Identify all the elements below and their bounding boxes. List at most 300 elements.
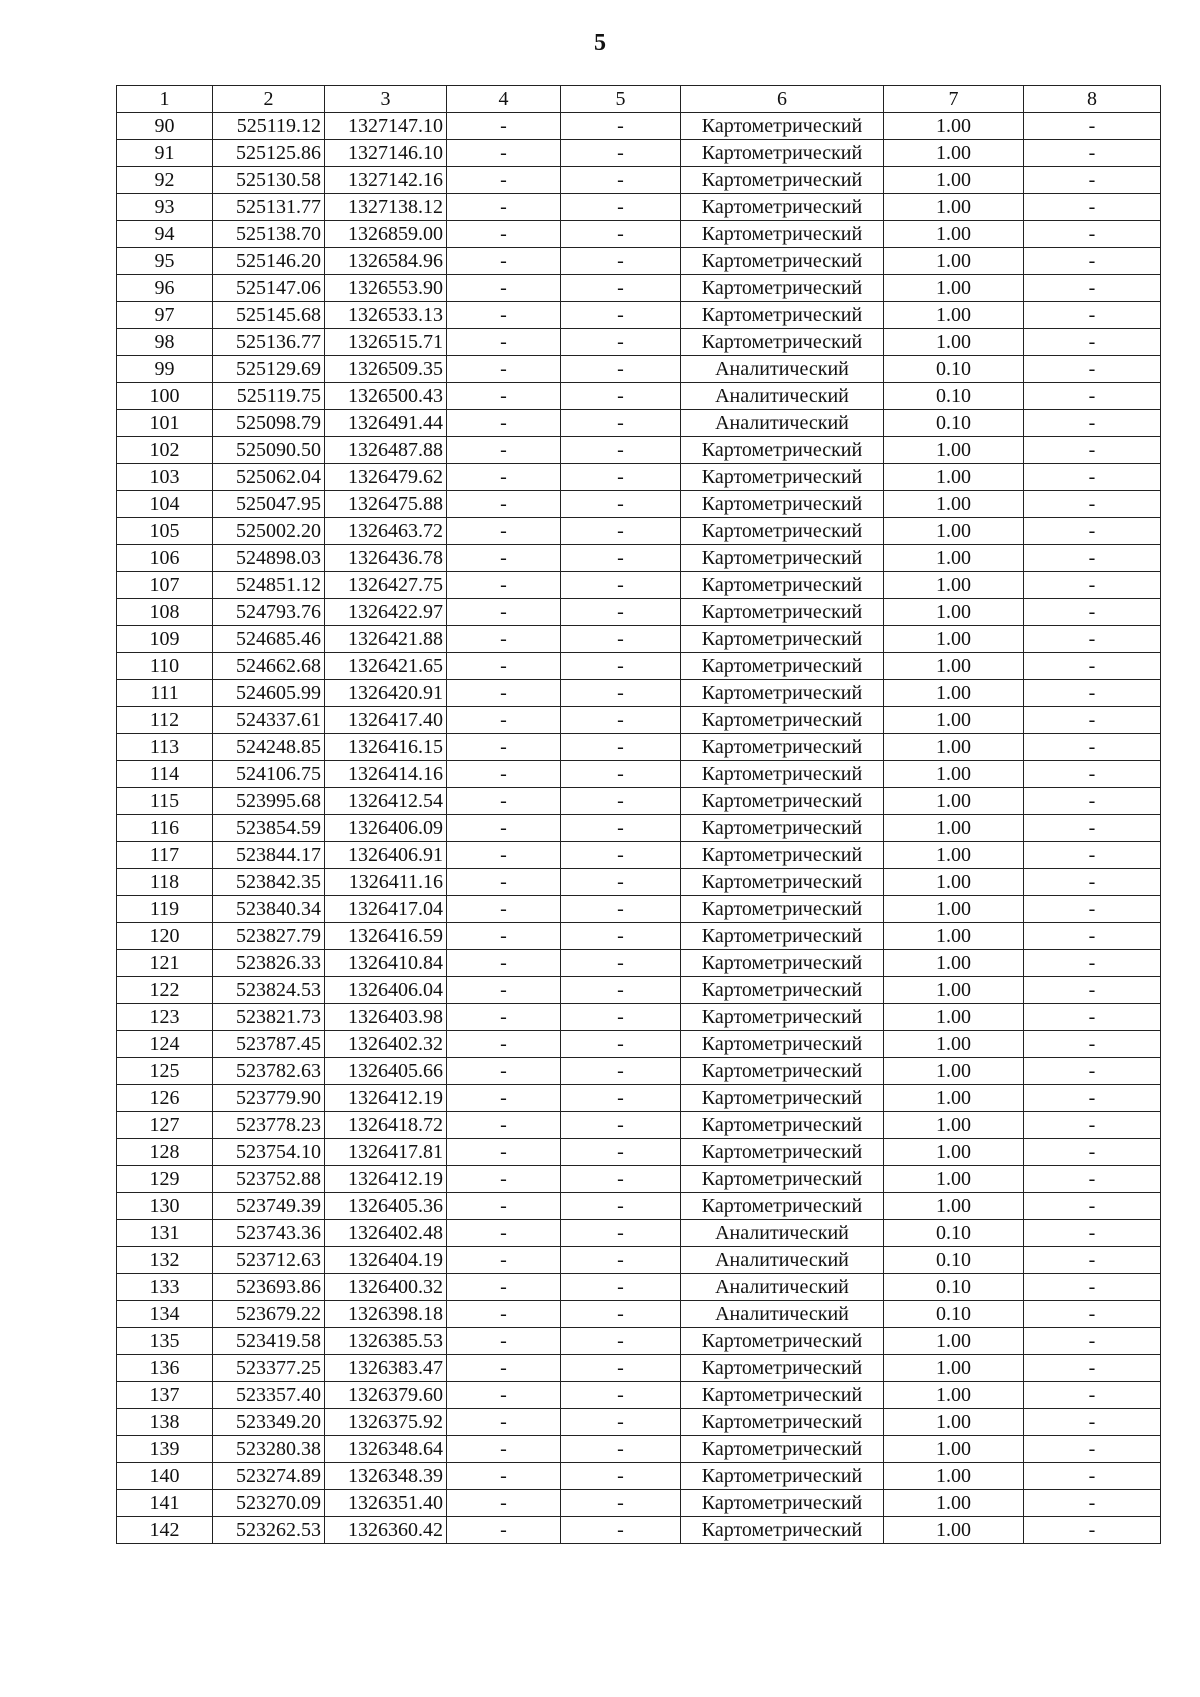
col4-value-cell: - <box>447 1220 561 1247</box>
col5-value-cell: - <box>561 1301 681 1328</box>
col4-value-cell: - <box>447 977 561 1004</box>
x-coordinate-cell: 525145.68 <box>213 302 325 329</box>
col8-value-cell: - <box>1024 950 1161 977</box>
x-coordinate-cell: 523274.89 <box>213 1463 325 1490</box>
col8-value-cell: - <box>1024 437 1161 464</box>
method-cell: Аналитический <box>681 1247 884 1274</box>
accuracy-cell: 1.00 <box>884 1004 1024 1031</box>
y-coordinate-cell: 1326405.66 <box>325 1058 447 1085</box>
x-coordinate-cell: 523419.58 <box>213 1328 325 1355</box>
x-coordinate-cell: 524337.61 <box>213 707 325 734</box>
method-cell: Картометрический <box>681 1193 884 1220</box>
col4-value-cell: - <box>447 1058 561 1085</box>
page-number: 5 <box>594 30 606 56</box>
accuracy-cell: 0.10 <box>884 1301 1024 1328</box>
y-coordinate-cell: 1326420.91 <box>325 680 447 707</box>
table-row <box>117 761 1161 788</box>
accuracy-cell: 0.10 <box>884 356 1024 383</box>
y-coordinate-cell: 1326416.15 <box>325 734 447 761</box>
y-coordinate-cell: 1326379.60 <box>325 1382 447 1409</box>
method-cell: Картометрический <box>681 194 884 221</box>
point-number-cell: 131 <box>117 1220 213 1247</box>
col5-value-cell: - <box>561 1166 681 1193</box>
method-cell: Аналитический <box>681 1301 884 1328</box>
col8-value-cell: - <box>1024 923 1161 950</box>
method-cell: Картометрический <box>681 1490 884 1517</box>
accuracy-cell: 1.00 <box>884 464 1024 491</box>
col4-value-cell: - <box>447 383 561 410</box>
col4-value-cell: - <box>447 329 561 356</box>
point-number-cell: 134 <box>117 1301 213 1328</box>
x-coordinate-cell: 523826.33 <box>213 950 325 977</box>
col5-value-cell: - <box>561 221 681 248</box>
table-row <box>117 1517 1161 1544</box>
point-number-cell: 120 <box>117 923 213 950</box>
col5-value-cell: - <box>561 1436 681 1463</box>
method-cell: Аналитический <box>681 1274 884 1301</box>
col5-value-cell: - <box>561 464 681 491</box>
y-coordinate-cell: 1326412.19 <box>325 1085 447 1112</box>
x-coordinate-cell: 523357.40 <box>213 1382 325 1409</box>
y-coordinate-cell: 1326436.78 <box>325 545 447 572</box>
table-row <box>117 1139 1161 1166</box>
col4-value-cell: - <box>447 815 561 842</box>
y-coordinate-cell: 1326533.13 <box>325 302 447 329</box>
accuracy-cell: 1.00 <box>884 680 1024 707</box>
col5-value-cell: - <box>561 1085 681 1112</box>
point-number-cell: 103 <box>117 464 213 491</box>
accuracy-cell: 1.00 <box>884 815 1024 842</box>
method-cell: Картометрический <box>681 1166 884 1193</box>
point-number-cell: 119 <box>117 896 213 923</box>
y-coordinate-cell: 1326405.36 <box>325 1193 447 1220</box>
method-cell: Картометрический <box>681 1463 884 1490</box>
accuracy-cell: 1.00 <box>884 1085 1024 1112</box>
table-row <box>117 707 1161 734</box>
x-coordinate-cell: 523262.53 <box>213 1517 325 1544</box>
accuracy-cell: 1.00 <box>884 248 1024 275</box>
table-row <box>117 977 1161 1004</box>
y-coordinate-cell: 1326416.59 <box>325 923 447 950</box>
x-coordinate-cell: 523712.63 <box>213 1247 325 1274</box>
col4-value-cell: - <box>447 1085 561 1112</box>
table-row <box>117 1085 1161 1112</box>
accuracy-cell: 1.00 <box>884 1031 1024 1058</box>
col8-value-cell: - <box>1024 167 1161 194</box>
method-cell: Картометрический <box>681 221 884 248</box>
x-coordinate-cell: 523782.63 <box>213 1058 325 1085</box>
table-row <box>117 1247 1161 1274</box>
x-coordinate-cell: 525130.58 <box>213 167 325 194</box>
col4-value-cell: - <box>447 1517 561 1544</box>
col8-value-cell: - <box>1024 1139 1161 1166</box>
table-row <box>117 815 1161 842</box>
point-number-cell: 116 <box>117 815 213 842</box>
col4-value-cell: - <box>447 518 561 545</box>
point-number-cell: 93 <box>117 194 213 221</box>
y-coordinate-cell: 1326360.42 <box>325 1517 447 1544</box>
table-row <box>117 680 1161 707</box>
point-number-cell: 100 <box>117 383 213 410</box>
accuracy-cell: 1.00 <box>884 140 1024 167</box>
col8-value-cell: - <box>1024 896 1161 923</box>
col8-value-cell: - <box>1024 491 1161 518</box>
accuracy-cell: 1.00 <box>884 1490 1024 1517</box>
col5-value-cell: - <box>561 329 681 356</box>
y-coordinate-cell: 1326404.19 <box>325 1247 447 1274</box>
method-cell: Аналитический <box>681 410 884 437</box>
y-coordinate-cell: 1326859.00 <box>325 221 447 248</box>
point-number-cell: 122 <box>117 977 213 1004</box>
point-number-cell: 91 <box>117 140 213 167</box>
col4-value-cell: - <box>447 1139 561 1166</box>
y-coordinate-cell: 1326412.19 <box>325 1166 447 1193</box>
col4-value-cell: - <box>447 788 561 815</box>
table-row <box>117 626 1161 653</box>
col4-value-cell: - <box>447 653 561 680</box>
y-coordinate-cell: 1327146.10 <box>325 140 447 167</box>
x-coordinate-cell: 523693.86 <box>213 1274 325 1301</box>
col4-value-cell: - <box>447 680 561 707</box>
y-coordinate-cell: 1326406.04 <box>325 977 447 1004</box>
table-row <box>117 950 1161 977</box>
x-coordinate-cell: 525090.50 <box>213 437 325 464</box>
col8-value-cell: - <box>1024 1301 1161 1328</box>
method-cell: Картометрический <box>681 302 884 329</box>
col8-value-cell: - <box>1024 1436 1161 1463</box>
col5-value-cell: - <box>561 410 681 437</box>
col5-value-cell: - <box>561 113 681 140</box>
point-number-cell: 124 <box>117 1031 213 1058</box>
y-coordinate-cell: 1326421.88 <box>325 626 447 653</box>
y-coordinate-cell: 1327138.12 <box>325 194 447 221</box>
method-cell: Картометрический <box>681 1517 884 1544</box>
col8-value-cell: - <box>1024 869 1161 896</box>
col8-value-cell: - <box>1024 842 1161 869</box>
table-row <box>117 1490 1161 1517</box>
y-coordinate-cell: 1326417.81 <box>325 1139 447 1166</box>
column-header-3: 3 <box>325 86 447 113</box>
point-number-cell: 137 <box>117 1382 213 1409</box>
method-cell: Картометрический <box>681 275 884 302</box>
x-coordinate-cell: 525146.20 <box>213 248 325 275</box>
col4-value-cell: - <box>447 1166 561 1193</box>
col5-value-cell: - <box>561 707 681 734</box>
col5-value-cell: - <box>561 1328 681 1355</box>
col4-value-cell: - <box>447 248 561 275</box>
y-coordinate-cell: 1326475.88 <box>325 491 447 518</box>
point-number-cell: 126 <box>117 1085 213 1112</box>
col5-value-cell: - <box>561 356 681 383</box>
table-row <box>117 734 1161 761</box>
y-coordinate-cell: 1326422.97 <box>325 599 447 626</box>
x-coordinate-cell: 523679.22 <box>213 1301 325 1328</box>
method-cell: Картометрический <box>681 329 884 356</box>
accuracy-cell: 1.00 <box>884 1328 1024 1355</box>
col8-value-cell: - <box>1024 653 1161 680</box>
accuracy-cell: 1.00 <box>884 491 1024 518</box>
col5-value-cell: - <box>561 383 681 410</box>
col5-value-cell: - <box>561 545 681 572</box>
table-row <box>117 599 1161 626</box>
point-number-cell: 127 <box>117 1112 213 1139</box>
col5-value-cell: - <box>561 896 681 923</box>
col8-value-cell: - <box>1024 1220 1161 1247</box>
table-row <box>117 788 1161 815</box>
accuracy-cell: 1.00 <box>884 707 1024 734</box>
col8-value-cell: - <box>1024 815 1161 842</box>
col5-value-cell: - <box>561 572 681 599</box>
x-coordinate-cell: 525131.77 <box>213 194 325 221</box>
col8-value-cell: - <box>1024 1031 1161 1058</box>
point-number-cell: 128 <box>117 1139 213 1166</box>
y-coordinate-cell: 1326406.09 <box>325 815 447 842</box>
col5-value-cell: - <box>561 1382 681 1409</box>
column-header-7: 7 <box>884 86 1024 113</box>
col8-value-cell: - <box>1024 1004 1161 1031</box>
col5-value-cell: - <box>561 1409 681 1436</box>
y-coordinate-cell: 1326403.98 <box>325 1004 447 1031</box>
table-row <box>117 1463 1161 1490</box>
accuracy-cell: 0.10 <box>884 383 1024 410</box>
point-number-cell: 121 <box>117 950 213 977</box>
accuracy-cell: 1.00 <box>884 518 1024 545</box>
table-row <box>117 329 1161 356</box>
y-coordinate-cell: 1326500.43 <box>325 383 447 410</box>
col8-value-cell: - <box>1024 599 1161 626</box>
x-coordinate-cell: 523280.38 <box>213 1436 325 1463</box>
x-coordinate-cell: 523779.90 <box>213 1085 325 1112</box>
col8-value-cell: - <box>1024 788 1161 815</box>
point-number-cell: 132 <box>117 1247 213 1274</box>
accuracy-cell: 1.00 <box>884 1166 1024 1193</box>
point-number-cell: 95 <box>117 248 213 275</box>
x-coordinate-cell: 523377.25 <box>213 1355 325 1382</box>
col4-value-cell: - <box>447 950 561 977</box>
col5-value-cell: - <box>561 923 681 950</box>
col5-value-cell: - <box>561 788 681 815</box>
col4-value-cell: - <box>447 626 561 653</box>
y-coordinate-cell: 1326463.72 <box>325 518 447 545</box>
col4-value-cell: - <box>447 572 561 599</box>
col5-value-cell: - <box>561 599 681 626</box>
y-coordinate-cell: 1326553.90 <box>325 275 447 302</box>
point-number-cell: 94 <box>117 221 213 248</box>
point-number-cell: 129 <box>117 1166 213 1193</box>
col8-value-cell: - <box>1024 1328 1161 1355</box>
col5-value-cell: - <box>561 734 681 761</box>
method-cell: Картометрический <box>681 491 884 518</box>
col5-value-cell: - <box>561 1274 681 1301</box>
col8-value-cell: - <box>1024 1166 1161 1193</box>
point-number-cell: 106 <box>117 545 213 572</box>
x-coordinate-cell: 523995.68 <box>213 788 325 815</box>
point-number-cell: 125 <box>117 1058 213 1085</box>
col4-value-cell: - <box>447 275 561 302</box>
method-cell: Картометрический <box>681 815 884 842</box>
col5-value-cell: - <box>561 950 681 977</box>
x-coordinate-cell: 523743.36 <box>213 1220 325 1247</box>
col5-value-cell: - <box>561 680 681 707</box>
x-coordinate-cell: 524662.68 <box>213 653 325 680</box>
method-cell: Картометрический <box>681 842 884 869</box>
method-cell: Картометрический <box>681 572 884 599</box>
col5-value-cell: - <box>561 626 681 653</box>
accuracy-cell: 1.00 <box>884 842 1024 869</box>
table-row <box>117 1193 1161 1220</box>
col8-value-cell: - <box>1024 113 1161 140</box>
x-coordinate-cell: 523840.34 <box>213 896 325 923</box>
col5-value-cell: - <box>561 1355 681 1382</box>
x-coordinate-cell: 523270.09 <box>213 1490 325 1517</box>
method-cell: Картометрический <box>681 545 884 572</box>
table-row <box>117 356 1161 383</box>
table-row <box>117 383 1161 410</box>
accuracy-cell: 0.10 <box>884 1274 1024 1301</box>
col4-value-cell: - <box>447 923 561 950</box>
y-coordinate-cell: 1326348.64 <box>325 1436 447 1463</box>
accuracy-cell: 1.00 <box>884 734 1024 761</box>
col8-value-cell: - <box>1024 383 1161 410</box>
point-number-cell: 110 <box>117 653 213 680</box>
col4-value-cell: - <box>447 437 561 464</box>
accuracy-cell: 1.00 <box>884 923 1024 950</box>
accuracy-cell: 1.00 <box>884 1112 1024 1139</box>
point-number-cell: 109 <box>117 626 213 653</box>
y-coordinate-cell: 1326584.96 <box>325 248 447 275</box>
col4-value-cell: - <box>447 896 561 923</box>
point-number-cell: 104 <box>117 491 213 518</box>
col8-value-cell: - <box>1024 1274 1161 1301</box>
coordinates-table <box>116 85 1161 1544</box>
table-row <box>117 221 1161 248</box>
col4-value-cell: - <box>447 842 561 869</box>
col4-value-cell: - <box>447 1004 561 1031</box>
col4-value-cell: - <box>447 1112 561 1139</box>
col5-value-cell: - <box>561 653 681 680</box>
point-number-cell: 117 <box>117 842 213 869</box>
x-coordinate-cell: 525129.69 <box>213 356 325 383</box>
y-coordinate-cell: 1326402.48 <box>325 1220 447 1247</box>
col4-value-cell: - <box>447 194 561 221</box>
point-number-cell: 130 <box>117 1193 213 1220</box>
table-row <box>117 896 1161 923</box>
accuracy-cell: 1.00 <box>884 329 1024 356</box>
point-number-cell: 101 <box>117 410 213 437</box>
y-coordinate-cell: 1326491.44 <box>325 410 447 437</box>
method-cell: Картометрический <box>681 1112 884 1139</box>
y-coordinate-cell: 1326418.72 <box>325 1112 447 1139</box>
col5-value-cell: - <box>561 1004 681 1031</box>
point-number-cell: 133 <box>117 1274 213 1301</box>
accuracy-cell: 0.10 <box>884 1247 1024 1274</box>
col8-value-cell: - <box>1024 545 1161 572</box>
x-coordinate-cell: 523749.39 <box>213 1193 325 1220</box>
x-coordinate-cell: 525119.12 <box>213 113 325 140</box>
col8-value-cell: - <box>1024 329 1161 356</box>
accuracy-cell: 1.00 <box>884 1436 1024 1463</box>
col4-value-cell: - <box>447 1436 561 1463</box>
column-header-8: 8 <box>1024 86 1161 113</box>
point-number-cell: 92 <box>117 167 213 194</box>
accuracy-cell: 1.00 <box>884 275 1024 302</box>
table-row <box>117 1004 1161 1031</box>
col4-value-cell: - <box>447 491 561 518</box>
accuracy-cell: 1.00 <box>884 437 1024 464</box>
col8-value-cell: - <box>1024 1409 1161 1436</box>
method-cell: Картометрический <box>681 707 884 734</box>
method-cell: Картометрический <box>681 680 884 707</box>
y-coordinate-cell: 1326398.18 <box>325 1301 447 1328</box>
table-row <box>117 518 1161 545</box>
accuracy-cell: 1.00 <box>884 1058 1024 1085</box>
col8-value-cell: - <box>1024 977 1161 1004</box>
x-coordinate-cell: 523844.17 <box>213 842 325 869</box>
x-coordinate-cell: 524605.99 <box>213 680 325 707</box>
col5-value-cell: - <box>561 1193 681 1220</box>
col4-value-cell: - <box>447 1031 561 1058</box>
accuracy-cell: 1.00 <box>884 302 1024 329</box>
col4-value-cell: - <box>447 545 561 572</box>
col8-value-cell: - <box>1024 464 1161 491</box>
col5-value-cell: - <box>561 1139 681 1166</box>
col5-value-cell: - <box>561 518 681 545</box>
method-cell: Картометрический <box>681 167 884 194</box>
col8-value-cell: - <box>1024 248 1161 275</box>
x-coordinate-cell: 523752.88 <box>213 1166 325 1193</box>
table-row <box>117 167 1161 194</box>
method-cell: Картометрический <box>681 896 884 923</box>
col8-value-cell: - <box>1024 626 1161 653</box>
col8-value-cell: - <box>1024 356 1161 383</box>
table-row <box>117 572 1161 599</box>
x-coordinate-cell: 525147.06 <box>213 275 325 302</box>
accuracy-cell: 1.00 <box>884 1355 1024 1382</box>
method-cell: Картометрический <box>681 788 884 815</box>
y-coordinate-cell: 1326411.16 <box>325 869 447 896</box>
method-cell: Картометрический <box>681 1139 884 1166</box>
x-coordinate-cell: 523827.79 <box>213 923 325 950</box>
x-coordinate-cell: 525125.86 <box>213 140 325 167</box>
col5-value-cell: - <box>561 248 681 275</box>
y-coordinate-cell: 1326410.84 <box>325 950 447 977</box>
point-number-cell: 96 <box>117 275 213 302</box>
x-coordinate-cell: 524898.03 <box>213 545 325 572</box>
col4-value-cell: - <box>447 464 561 491</box>
y-coordinate-cell: 1326348.39 <box>325 1463 447 1490</box>
x-coordinate-cell: 523778.23 <box>213 1112 325 1139</box>
method-cell: Картометрический <box>681 653 884 680</box>
method-cell: Картометрический <box>681 1382 884 1409</box>
point-number-cell: 135 <box>117 1328 213 1355</box>
col8-value-cell: - <box>1024 221 1161 248</box>
accuracy-cell: 0.10 <box>884 1220 1024 1247</box>
col8-value-cell: - <box>1024 194 1161 221</box>
y-coordinate-cell: 1327147.10 <box>325 113 447 140</box>
y-coordinate-cell: 1326487.88 <box>325 437 447 464</box>
col5-value-cell: - <box>561 491 681 518</box>
y-coordinate-cell: 1326402.32 <box>325 1031 447 1058</box>
table-row <box>117 842 1161 869</box>
accuracy-cell: 1.00 <box>884 1193 1024 1220</box>
y-coordinate-cell: 1326406.91 <box>325 842 447 869</box>
col8-value-cell: - <box>1024 680 1161 707</box>
point-number-cell: 107 <box>117 572 213 599</box>
method-cell: Картометрический <box>681 977 884 1004</box>
point-number-cell: 97 <box>117 302 213 329</box>
method-cell: Картометрический <box>681 950 884 977</box>
point-number-cell: 111 <box>117 680 213 707</box>
